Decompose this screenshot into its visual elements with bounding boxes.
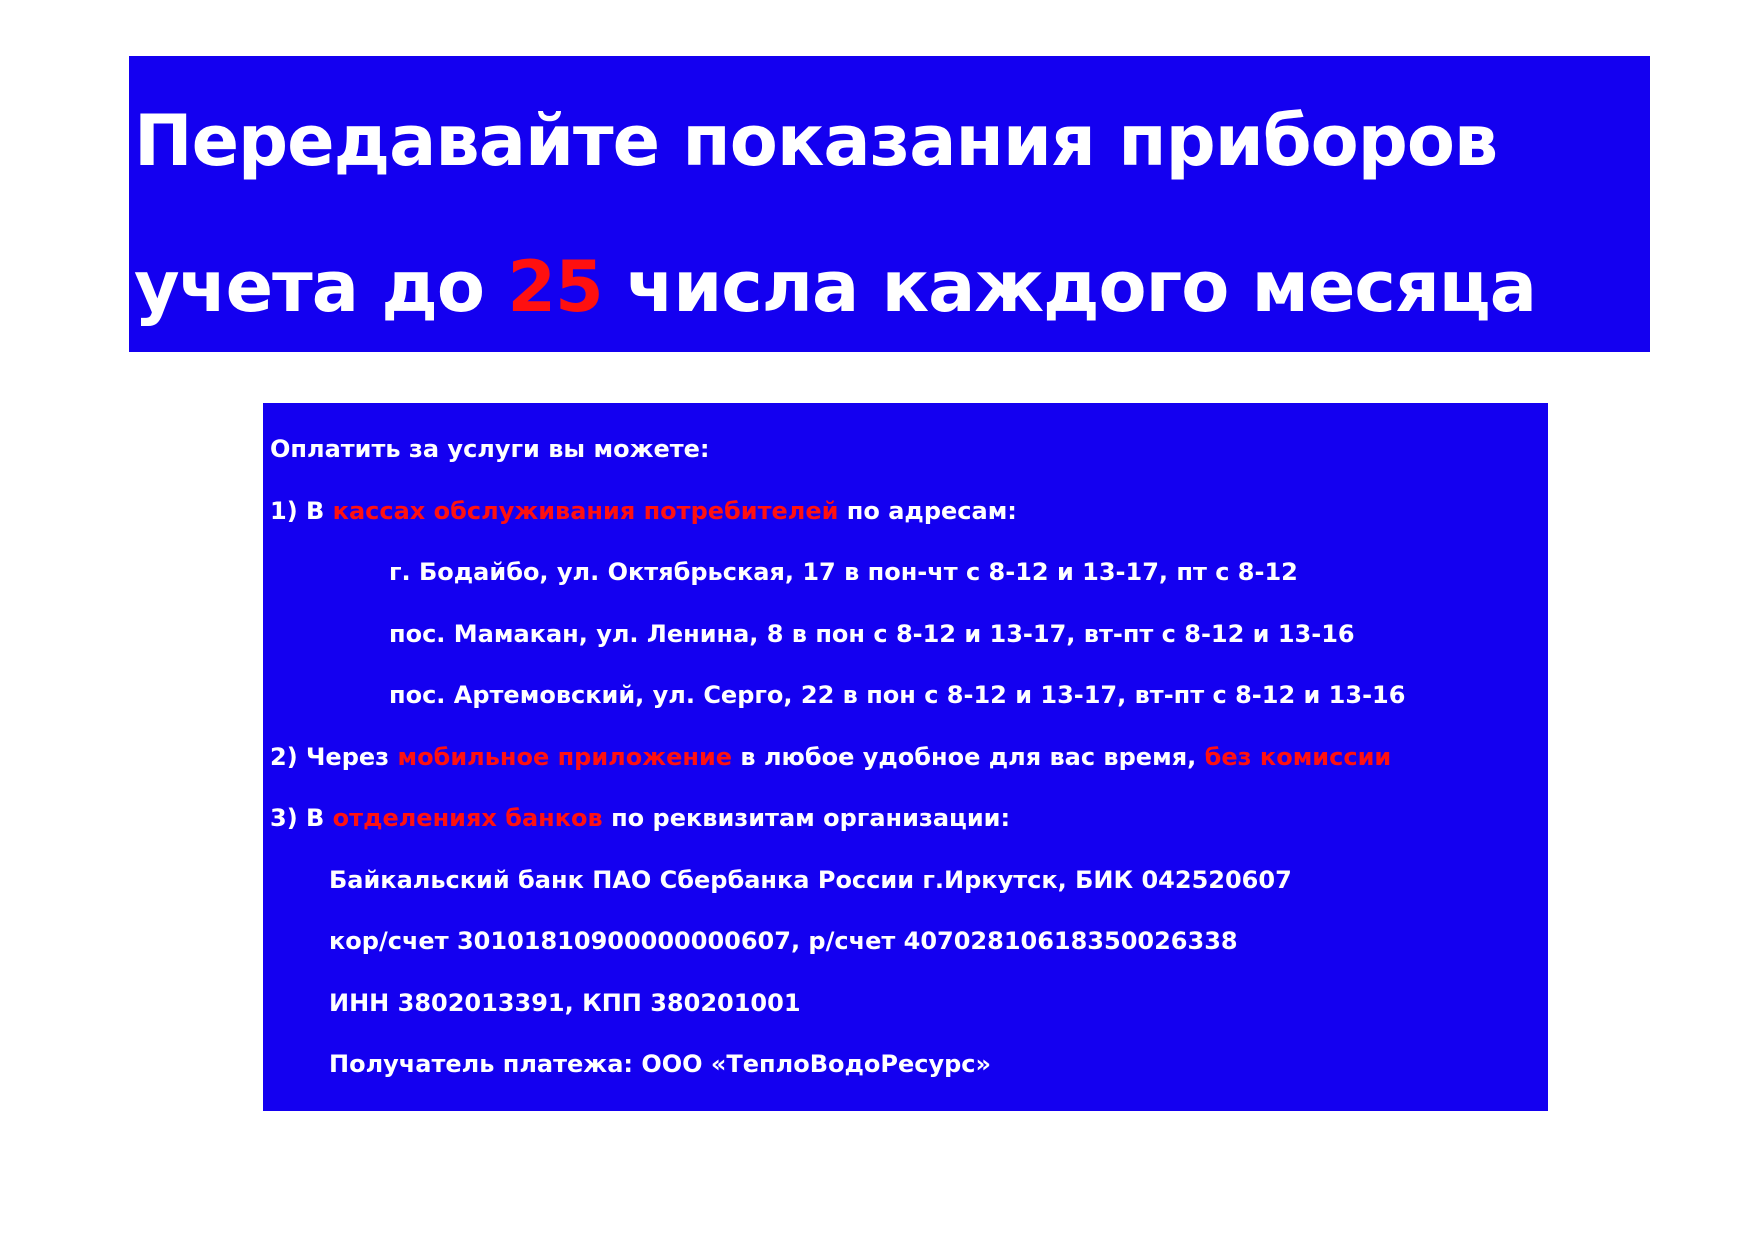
payment-option-2 bbox=[270, 727, 1548, 789]
option-1-highlight: кассах обслуживания потребителей bbox=[332, 496, 839, 525]
option-2-middle: в любое удобное для вас время, bbox=[732, 742, 1205, 771]
option-3-prefix: 3) В bbox=[270, 804, 333, 832]
option-2-highlight-app: мобильное приложение bbox=[397, 742, 733, 771]
bank-inn-kpp: ИНН 3802013391, КПП 380201001 bbox=[329, 988, 801, 1017]
meter-reading-banner bbox=[129, 56, 1650, 352]
bank-accounts: кор/счет 30101810900000000607, р/счет 40702810618350026338 bbox=[329, 927, 1238, 955]
deadline-day-number: 25 bbox=[507, 246, 603, 328]
payment-intro: Оплатить за услуги вы можете: bbox=[270, 435, 710, 463]
address-bodaibo: г. Бодайбо, ул. Октябрьская, 17 в пон-чт с 8-12 и 13-17, пт с 8-12 bbox=[389, 558, 1298, 586]
option-3-suffix: по реквизитам организации: bbox=[602, 804, 1011, 832]
address-artemovsky: пос. Артемовский, ул. Серго, 22 в пон с 8-12 и 13-17, вт-пт с 8-12 и 13-16 bbox=[389, 681, 1406, 709]
option-2-highlight-no-fee: без комиссии bbox=[1204, 742, 1392, 771]
payment-info-panel bbox=[263, 403, 1548, 1111]
banner-line-2 bbox=[134, 214, 1650, 352]
option-1-prefix: 1) В bbox=[270, 496, 333, 525]
payment-option-1 bbox=[270, 481, 1548, 543]
address-mamakan: пос. Мамакан, ул. Ленина, 8 в пон с 8-12 и 13-17, вт-пт с 8-12 и 13-16 bbox=[389, 619, 1355, 648]
banner-line-2-end: числа каждого месяца bbox=[602, 246, 1536, 328]
option-1-suffix: по адресам: bbox=[838, 496, 1017, 525]
option-3-highlight: отделениях банков bbox=[332, 804, 603, 832]
option-2-prefix: 2) Через bbox=[270, 742, 398, 771]
banner-line-1: Передавайте показания приборов bbox=[134, 100, 1498, 182]
bank-name-bik: Байкальский банк ПАО Сбербанка России г.Иркутск, БИК 042520607 bbox=[329, 865, 1292, 894]
payment-recipient: Получатель платежа: ООО «ТеплоВодоРесурс» bbox=[329, 1050, 992, 1078]
banner-line-2-start: учета до bbox=[134, 246, 508, 328]
payment-option-3 bbox=[270, 788, 1548, 850]
